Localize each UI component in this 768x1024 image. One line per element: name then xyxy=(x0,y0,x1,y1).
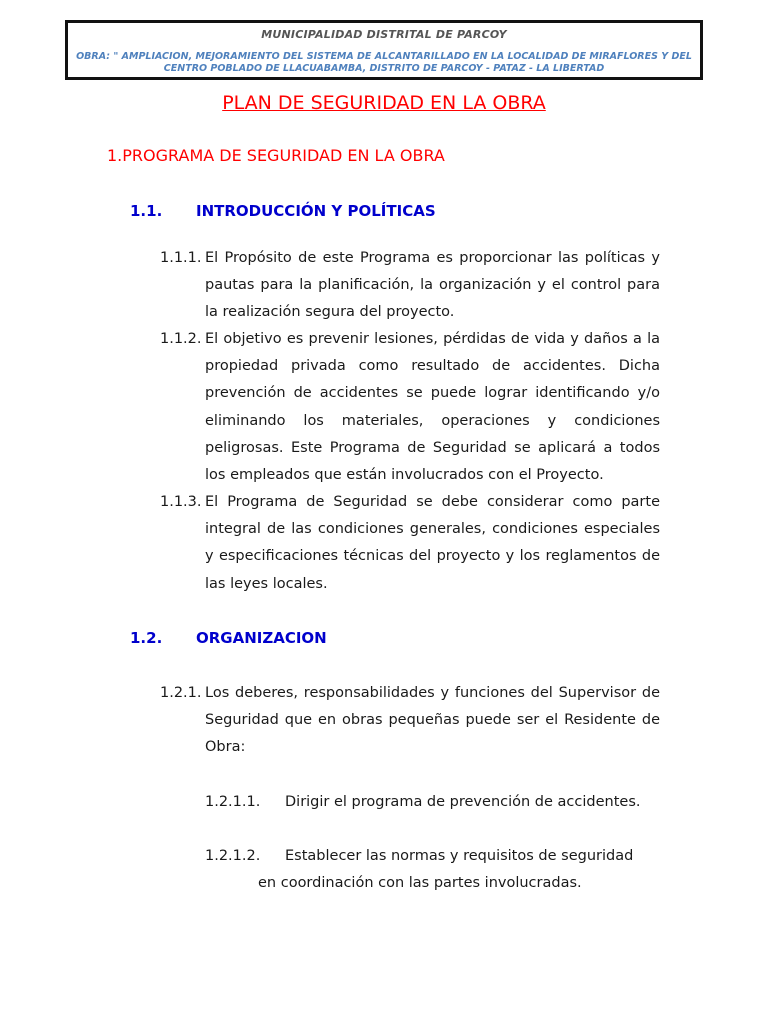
section-title: INTRODUCCIÓN Y POLÍTICAS xyxy=(196,202,436,220)
item-number: 1.1.3. xyxy=(160,494,202,510)
list-item xyxy=(160,245,660,327)
subitem-text-continued: en coordinación con las partes involucradas. xyxy=(258,875,582,892)
section-heading-1-1 xyxy=(130,202,436,220)
item-text: El Programa de Seguridad se debe considerar como parte integral de las condiciones generales, condiciones especiales y especificaciones técnicas del proyecto y los reglamentos de las leyes locales. xyxy=(205,494,660,592)
section-heading-1: 1.PROGRAMA DE SEGURIDAD EN LA OBRA xyxy=(107,146,445,165)
subitem-text: Dirigir el programa de prevención de accidentes. xyxy=(285,794,641,810)
list-item xyxy=(160,489,660,598)
item-number: 1.1.2. xyxy=(160,331,202,347)
subitem-number: 1.2.1.2. xyxy=(205,848,261,864)
document-title: PLAN DE SEGURIDAD EN LA OBRA xyxy=(222,92,546,114)
item-number: 1.1.1. xyxy=(160,250,202,266)
municipality-name: MUNICIPALIDAD DISTRITAL DE PARCOY xyxy=(261,28,507,41)
section-title: ORGANIZACION xyxy=(196,629,327,647)
sub-list-item xyxy=(205,789,660,816)
item-number: 1.2.1. xyxy=(160,685,202,701)
section-number: 1.1. xyxy=(130,202,163,220)
project-title: OBRA: " AMPLIACION, MEJORAMIENTO DEL SISTEMA DE ALCANTARILLADO EN LA LOCALIDAD DE MIRAFLORES Y DEL CENTRO POBLADO DE LLACUABAMBA, DISTRITO DE PARCOY - PATAZ - LA LIBERTAD xyxy=(76,51,692,74)
subitem-text: Establecer las normas y requisitos de seguridad xyxy=(285,848,634,864)
item-text: El objetivo es prevenir lesiones, pérdidas de vida y daños a la propiedad privada como resultado de accidentes. Dicha prevención de accidentes se puede lograr identificando y/o eliminando los materiales, operaciones y condiciones peligrosas. Este Programa de Seguridad se aplicará a todos los empleados que están involucrados con el Proyecto. xyxy=(205,331,660,484)
section-heading-1-2 xyxy=(130,629,327,647)
sub-list-item xyxy=(205,843,660,897)
list-item xyxy=(160,680,660,762)
section-number: 1.2. xyxy=(130,629,163,647)
subitem-number: 1.2.1.1. xyxy=(205,794,261,810)
item-text: Los deberes, responsabilidades y funciones del Supervisor de Seguridad que en obras pequeñas puede ser el Residente de Obra: xyxy=(205,685,660,756)
item-text: El Propósito de este Programa es proporcionar las políticas y pautas para la planificación, la organización y el control para la realización segura del proyecto. xyxy=(205,250,660,321)
document-header xyxy=(65,20,703,80)
list-item xyxy=(160,326,660,489)
